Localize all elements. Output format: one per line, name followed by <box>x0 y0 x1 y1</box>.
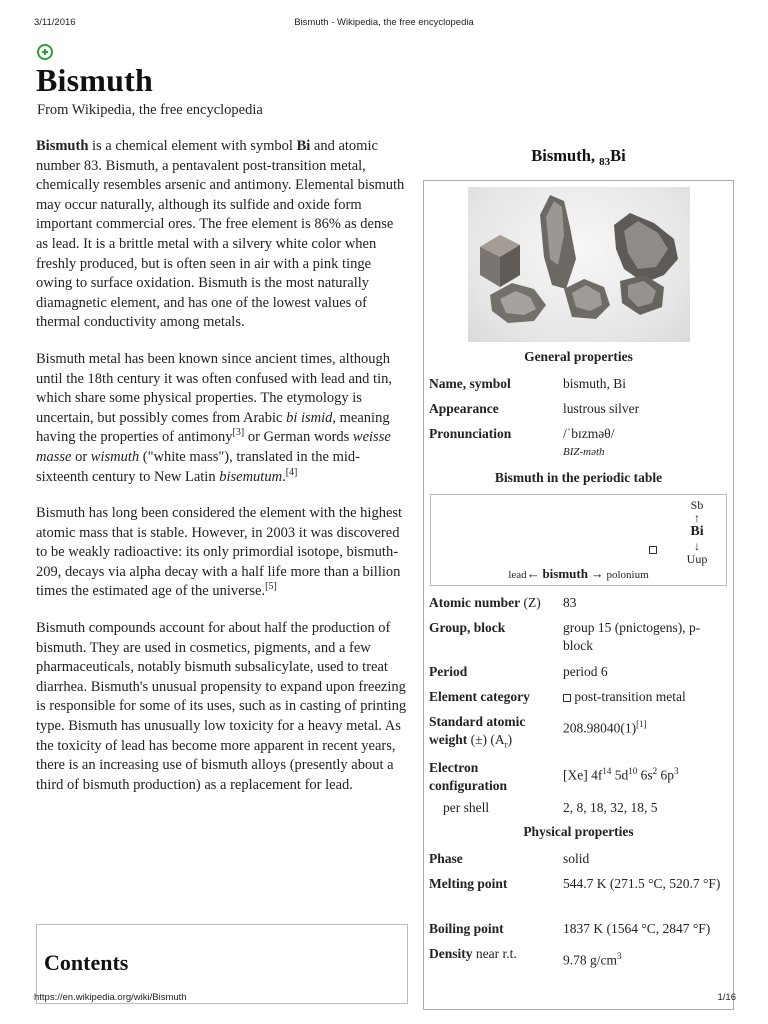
reference-link[interactable]: [4] <box>285 466 298 478</box>
reference-link[interactable]: [1] <box>636 719 647 729</box>
print-url: https://en.wikipedia.org/wiki/Bismuth <box>34 992 187 1003</box>
print-page-title: Bismuth - Wikipedia, the free encyclopedia <box>294 17 474 28</box>
print-footer <box>0 992 768 1006</box>
paragraph-1: Bismuth is a chemical element with symbol Bi and atomic number 83. Bismuth, a pentavalent post-transition metal, chemically resembles arsenic and antimony. Elemental bismuth may occur naturally, although its sulfide and oxide form important commercial ores. The free element is 86% as dense as lead. It is a brittle metal with a silvery white color when freshly produced, but is often seen in air with a pink tinge owing to surface oxidation. Bismuth is the most naturally diamagnetic element, and has one of the lowest values of thermal conductivity among metals. <box>36 138 405 331</box>
reference-link[interactable]: [3] <box>232 427 245 439</box>
article-body <box>36 137 408 812</box>
paragraph-3: Bismuth has long been considered the element with the highest atomic mass that is stable. However, in 2003 it was discovered to be weakly radioactive: its only primordial isotope, bismuth-209, decays via alpha decay with a half life more than a billion times the estimated age of the universe.[5] <box>36 505 403 600</box>
periodic-table-position <box>430 494 727 586</box>
page-title: Bismuth <box>36 62 153 98</box>
periodic-table-heading: Bismuth in the periodic table <box>494 470 663 485</box>
bismuth-crystals-image[interactable] <box>468 187 690 342</box>
reference-link[interactable]: [5] <box>265 581 277 593</box>
paragraph-2: Bismuth metal has been known since ancient times, although until the 18th century it was often confused with lead and tin, which share some physical properties. The etymology is uncertain, but possibly comes from Arabic bi ismid, meaning having the properties of antimony[3] or German words weisse masse or wismuth ("white mass"), translated in the mid-sixteenth century to New Latin bisemutum.[4] <box>36 350 392 485</box>
element-right[interactable]: polonium <box>606 569 649 581</box>
up-arrow-icon: ↑ <box>694 510 700 525</box>
infobox: General properties Name, symbol bismuth, Bi Appearance lustrous silver Pronunciation /ˈbɪzməθ/ BIZ-məth Bismuth in the periodic table Sb ↑ Bi ↓ Uup lead← bismuth → polonium Atomic number (Z) 83 Group, block group 15 (pnictogens), p-block Period period 6 Element category post-transition metal Standard atomic weight (±) $(A_r)$ 208.98040(1)[1] Electron configuration [Xe] $4f^{14}$ $5d^{10}$ $6s^2$ $6p^3$ per shell 2, 8, 18, 32, 18, 5 Physical properties Phase solid Melting point 544.7 K (271.5 °C, 520.7 °F) Boiling point 1837 K (1564 °C, 2847 °F) Density near r.t. 9.78 $g/cm^3$ <box>423 180 734 1010</box>
physical-properties-heading: Physical properties <box>523 824 634 839</box>
down-arrow-icon: ↓ <box>694 539 700 553</box>
element-above[interactable]: Sb <box>690 498 704 512</box>
print-date: 3/11/2016 <box>34 17 76 28</box>
element-left[interactable]: lead <box>508 569 527 581</box>
general-properties-heading: General properties <box>524 349 633 364</box>
category-color-icon <box>563 694 571 702</box>
element-cell-icon <box>649 546 657 554</box>
element-current: Bi <box>690 524 704 539</box>
periodic-neighbors <box>431 566 726 582</box>
element-center: bismuth <box>542 566 588 581</box>
pronunciation-respelling: BIZ-məth <box>563 446 605 458</box>
print-page-number: 1/16 <box>717 992 736 1003</box>
page-subtitle: From Wikipedia, the free encyclopedia <box>37 102 263 118</box>
right-arrow-icon: → <box>590 566 604 581</box>
pronunciation-ipa[interactable]: /ˈbɪzməθ/ <box>563 426 615 441</box>
paragraph-4: Bismuth compounds account for about half the production of bismuth. They are used in cosmetics, pigments, and a few pharmaceuticals, notably bismuth subsalicylate, used to treat diarrhea. Bismuth's unusual propensity to expand upon freezing is responsible for some of its uses, such as in casting of printing type. Bismuth has unusually low toxicity for a heavy metal. As the toxicity of lead has become more apparent in recent years, there is an increasing use of bismuth alloys (presently about a third of bismuth production) as a replacement for lead. <box>36 620 407 793</box>
add-circle-icon[interactable] <box>37 44 53 60</box>
infobox-caption: Bismuth, $_{83}$Bi <box>531 146 626 168</box>
contents-title: Contents <box>44 950 129 975</box>
left-arrow-icon: ← <box>526 566 540 581</box>
element-below[interactable]: Uup <box>686 551 708 566</box>
print-header <box>0 17 768 31</box>
